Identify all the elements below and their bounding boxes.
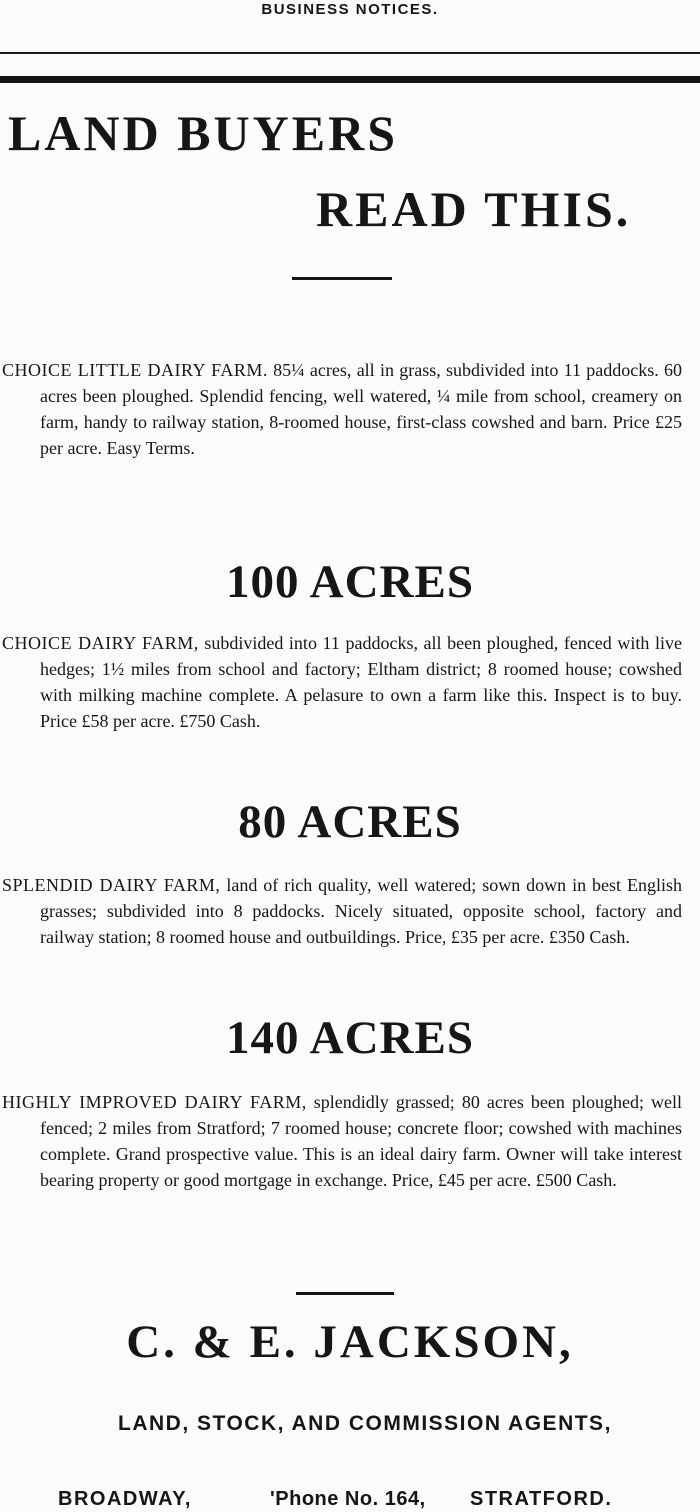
header-rule-thick [0,76,700,83]
listing-2-body: subdivided into 11 paddocks, all been ploughed, fenced with live hedges; 1½ miles from school and factory; Eltham district; 8 roomed house; cowshed with milking machine complete. A pelasure to own a farm like this. Inspect is to buy. Price £58 per acre. £750 Cash. [40,633,682,731]
banner-divider [292,277,392,280]
firm-address: BROADWAY, [58,1488,192,1510]
listing-4-body: splendidly grassed; 80 acres been ploughed; well fenced; 2 miles from Stratford; 7 roomed house; concrete floor; cowshed with machines complete. Grand prospective value. This is an ideal dairy farm. Owner will take interest bearing property or good mortgage in exchange. Price, £45 per acre. £500 Cash. [40,1092,682,1190]
listing-1-text [2,357,682,461]
listing-3-heading: 80 ACRES [238,796,462,848]
listing-4-heading: 140 ACRES [226,1012,474,1064]
firm-phone: 'Phone No. 164, [270,1488,426,1510]
listing-2-text [2,630,682,734]
listing-1-lead: CHOICE LITTLE DAIRY FARM. [2,360,268,380]
listing-2-heading: 100 ACRES [226,556,474,608]
banner-line-1: LAND BUYERS [8,105,399,161]
listing-4-text [2,1089,682,1193]
footer-divider [296,1292,394,1295]
firm-name: C. & E. JACKSON, [126,1316,574,1368]
listing-3-text [2,872,682,950]
listing-3-lead: SPLENDID DAIRY FARM, [2,875,221,895]
firm-tagline: LAND, STOCK, AND COMMISSION AGENTS, [118,1412,612,1435]
firm-town: STRATFORD. [470,1488,613,1510]
listing-1-body: 85¼ acres, all in grass, subdivided into 11 paddocks. 60 acres been ploughed. Splendid fencing, well watered, ¼ mile from school, creamery on farm, handy to railway station, 8-roomed house, first-class cowshed and barn. Price £25 per acre. Easy Terms. [40,360,682,458]
listing-2-lead: CHOICE DAIRY FARM, [2,633,199,653]
banner-line-2: READ THIS. [316,181,632,237]
section-header: BUSINESS NOTICES. [261,1,439,18]
listing-3-body: land of rich quality, well watered; sown down in best English grasses; subdivided into 8 paddocks. Nicely situated, opposite school, factory and railway station; 8 roomed house and outbuildings. Price, £35 per acre. £350 Cash. [40,875,682,947]
header-rule-thin [0,52,700,54]
listing-4-lead: HIGHLY IMPROVED DAIRY FARM, [2,1092,307,1112]
